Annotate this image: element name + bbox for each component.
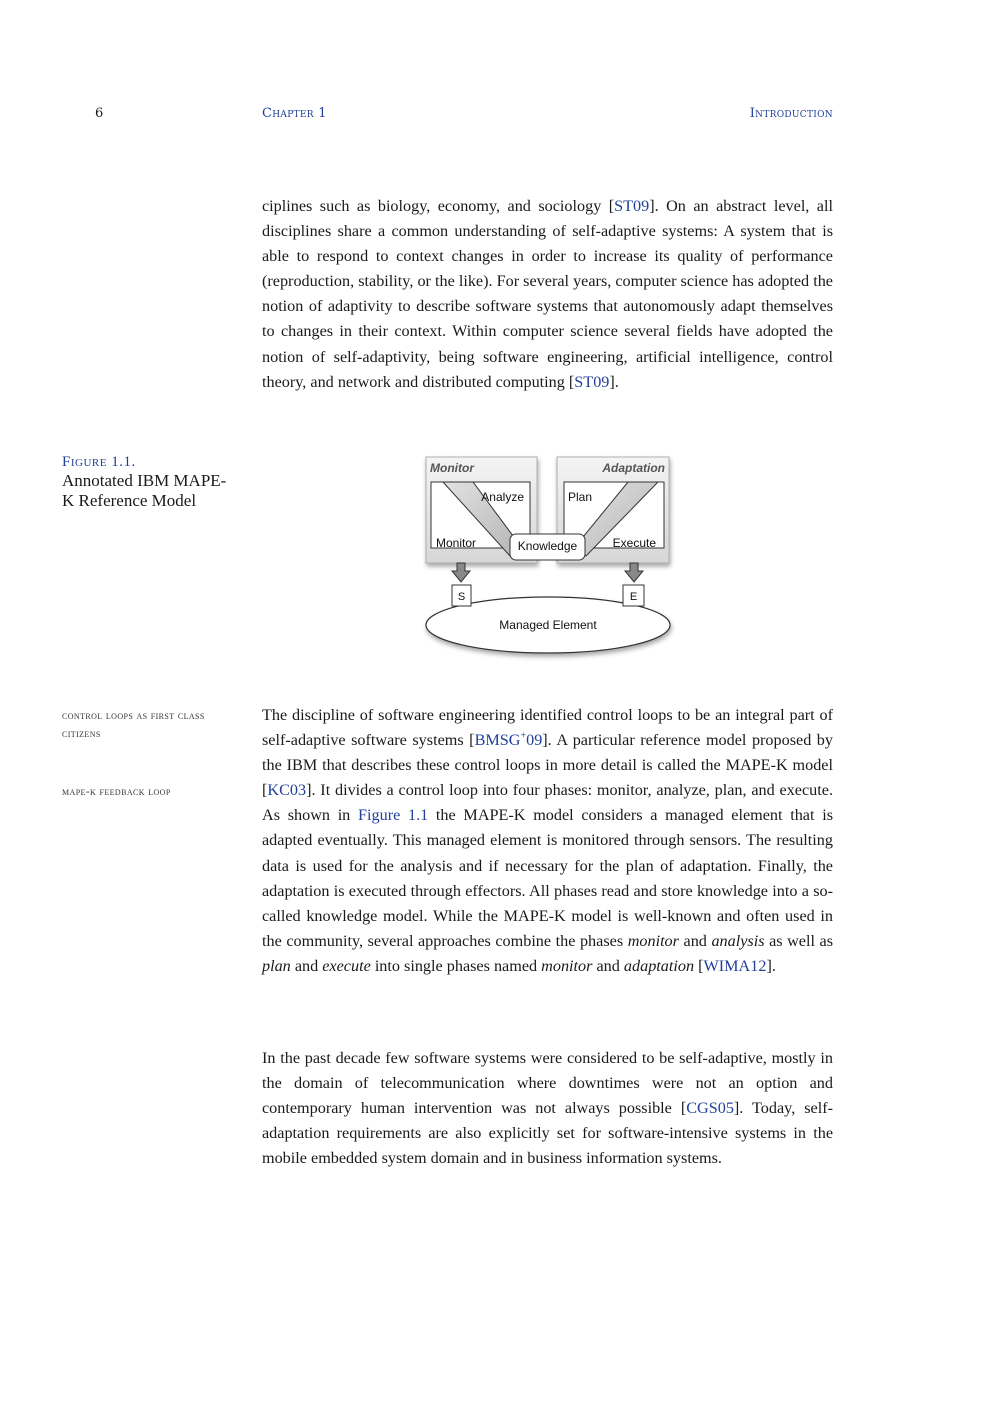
sensor-label: S [457, 591, 466, 603]
running-header-section: Introduction [749, 106, 833, 121]
citation-link[interactable]: KC03 [267, 781, 307, 800]
managed-element-label: Managed Element [499, 618, 597, 632]
text-run: The discipline of software engineering identified control loops to be an integral part of self-adaptive software systems [ [262, 706, 833, 750]
citation-link[interactable]: ST09 [574, 372, 610, 391]
paragraph-continued [262, 194, 833, 395]
sensor-arrow [452, 563, 470, 582]
emphasis: adaptation [623, 956, 695, 975]
monitor-title-label: Monitor [430, 461, 474, 475]
emphasis: plan [262, 956, 291, 975]
figure-number: Figure 1.1. [62, 454, 136, 470]
citation-link[interactable] [475, 731, 543, 749]
citation-link[interactable]: WIMA12 [703, 956, 767, 975]
emphasis: execute [322, 956, 371, 975]
text-run: and [290, 956, 323, 975]
plan-label: Plan [568, 490, 593, 504]
knowledge-label: Knowledge [517, 539, 578, 553]
emphasis: monitor [541, 956, 593, 975]
text-run: ]. [766, 956, 776, 975]
text-run: into single phases named [370, 956, 542, 975]
paragraph-past-decade [262, 1046, 833, 1171]
execute-label: Execute [612, 536, 656, 550]
text-run: and [678, 931, 712, 950]
adaptation-title-label: Adaptation [602, 461, 665, 475]
text-run: In the past decade few software systems were considered to be self-adaptive, mostly in the domain of telecommunication where downtimes were not an option and contemporary human intervention was not always possible [ [262, 1049, 833, 1118]
effector-arrow [625, 563, 643, 582]
text-run: as well as [764, 931, 834, 950]
effector-label: E [629, 591, 638, 603]
analyze-label: Analyze [481, 490, 524, 504]
text-run: ciplines such as biology, economy, and sociology [ [262, 197, 615, 215]
paragraph-mape-k [262, 703, 833, 979]
text-run: and [592, 956, 624, 975]
page-number: 6 [95, 106, 104, 121]
margin-note-mape-k: mape-k feedback loop [62, 786, 171, 798]
citation-text: BMSG [474, 731, 521, 750]
text-run: ]. A particular reference model proposed by the IBM that describes these control loops in more detail is called the MAPE-K model [ [262, 731, 833, 800]
emphasis: monitor [627, 931, 679, 950]
citation-text: 09 [526, 731, 543, 750]
text-run: ]. Today, self-adaptation requirements are also explicitly set for software-intensive systems in the mobile embedded system domain and in business information systems. [262, 1099, 833, 1168]
text-run: the MAPE-K model considers a managed element that is adapted eventually. This managed element is monitored through sensors. The resulting data is used for the analysis and if necessary for the plan of adaptation. Finally, the adaptation is executed through effectors. All phases read and store knowledge into a so-called knowledge model. While the MAPE-K model is well-known and often used in the community, several approaches combine the phases [262, 806, 833, 950]
margin-note-control-loops: control loops as first class citizens [62, 710, 205, 740]
figure-caption [62, 454, 232, 511]
running-header-chapter: Chapter 1 [262, 106, 327, 121]
figure-caption-text: Annotated IBM MAPE-K Reference Model [62, 471, 227, 510]
monitor-label: Monitor [436, 536, 477, 550]
citation-link[interactable]: CGS05 [686, 1099, 734, 1118]
emphasis: analysis [711, 931, 765, 950]
text-run: ]. On an abstract level, all disciplines share a common understanding of self-adaptive systems: A system that is able to respond to context changes in order to increase its quality of performance (reproduction, stability, or the like). For several years, computer science has adopted the notion of adaptivity to describe software systems that autonomously adapt themselves to changes in their context. Within computer science several fields have adopted the notion of self-adaptivity, being software engineering, artificial intelligence, control theory, and network and distributed computing [ [262, 197, 833, 391]
text-run: [ [694, 956, 704, 975]
citation-link[interactable]: ST09 [614, 197, 650, 215]
mape-k-diagram [418, 452, 680, 666]
text-run: ]. It divides a control loop into four phases: monitor, analyze, plan, and execute. As shown in [262, 781, 833, 825]
text-run: ]. [609, 372, 619, 391]
citation-superscript: + [520, 730, 527, 742]
figure-reference-link[interactable]: Figure 1.1 [358, 806, 429, 825]
